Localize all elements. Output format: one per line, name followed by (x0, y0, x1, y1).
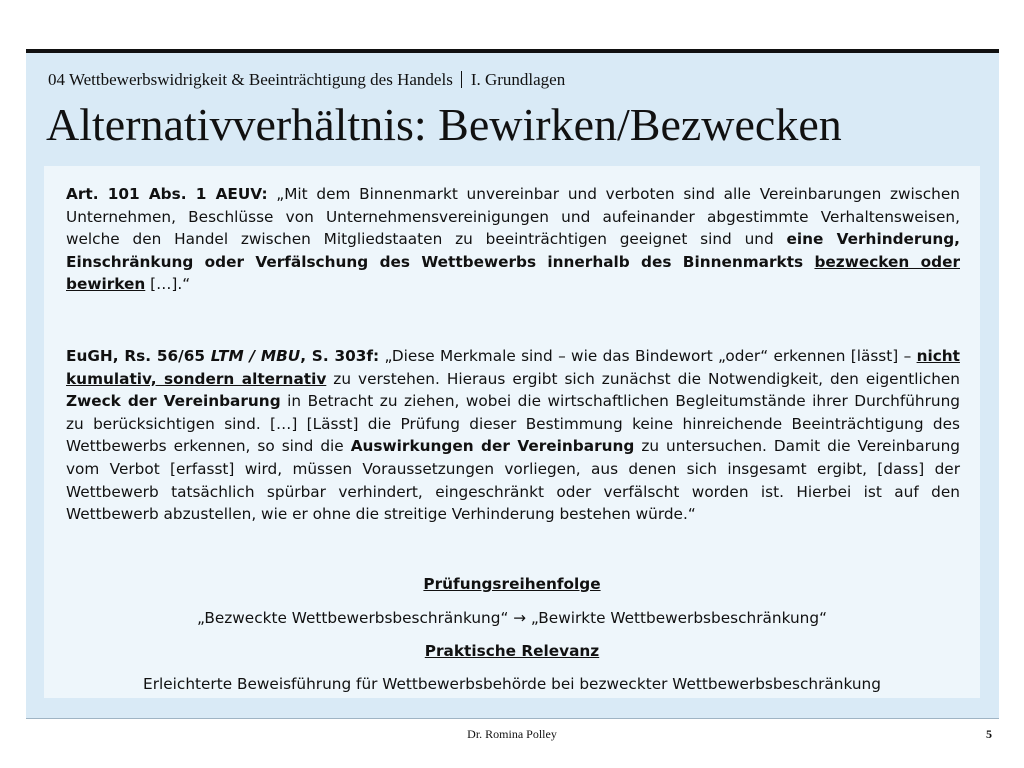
heading-praktische-relevanz-text: Praktische Relevanz (424, 642, 600, 660)
heading-praktische-relevanz (44, 642, 980, 660)
heading-pruefungsreihenfolge-text: Prüfungsreihenfolge (423, 575, 601, 593)
heading-pruefungsreihenfolge (44, 575, 980, 593)
quote-eugh-case-name: LTM / MBU (210, 347, 301, 365)
section-breadcrumb (48, 70, 565, 90)
quote-eugh-text-1: „Diese Merkmale sind – wie das Bindewort „oder“ erkennen [lässt] – (379, 347, 917, 365)
bottom-rule (26, 718, 999, 719)
footer-author: Dr. Romina Polley (467, 727, 557, 741)
quote-eugh-bold-2: Auswirkungen der Vereinbarung (350, 437, 635, 456)
quote-aeuv-ref: Art. 101 Abs. 1 AEUV: (66, 185, 268, 203)
subsection-label: I. Grundlagen (470, 70, 566, 89)
quote-aeuv-text-1: „Mit dem Binnenmarkt unvereinbar und verboten sind alle Vereinbarungen zwischen Unternehmen, Beschlüsse von Unternehmensvereinigungen und aufeinander abgestimmte Verhaltensweisen, welche den Handel zwischen Mitgliedstaaten zu beeinträchtigen geeignet sind und (66, 185, 960, 249)
quote-aeuv-text-2: […].“ (145, 275, 191, 294)
quote-eugh-ref-1: EuGH, Rs. 56/65 (66, 347, 211, 365)
order-line: „Bezweckte Wettbewerbsbeschränkung“ → „Bewirkte Wettbewerbsbeschränkung“ (196, 609, 827, 627)
quote-eugh (66, 345, 960, 526)
quote-eugh-bold-1: Zweck der Vereinbarung (66, 392, 281, 411)
quote-eugh-underlined: nicht kumulativ, sondern alternativ (66, 347, 960, 388)
quote-eugh-ref-2: , S. 303f: (300, 347, 380, 365)
relevance-line: Erleichterte Beweisführung für Wettbewerbsbehörde bei bezweckter Wettbewerbsbeschränkung (143, 675, 881, 693)
quote-aeuv-underlined: bezwecken oder bewirken (66, 252, 960, 294)
breadcrumb-separator (461, 71, 462, 88)
quote-eugh-text-3: in Betracht zu ziehen, wobei die wirtschaftlichen Begleitumstände ihrer Durchführung zu berücksichtigen sind. […] [Lässt] die Prüfung dieser Bestimmung keine hinreichende Beeinträchtigung des Wettbewerbs erkennen, so sind die (66, 392, 960, 456)
slide-title: Alternativverhältnis: Bewirken/Bezwecken (46, 99, 842, 150)
quote-eugh-text-2: zu verstehen. Hieraus ergibt sich zunächst die Notwendigkeit, den eigentlichen (326, 369, 960, 388)
quote-eugh-text-4: zu untersuchen. Damit die Vereinbarung vom Verbot [erfasst] wird, müssen Voraussetzungen vorliegen, aus denen sich insgesamt ergibt, [dass] der Wettbewerb tatsächlich spürbar verhindert, eingeschränkt oder verfälscht worden ist. Hierbei ist auf den Wettbewerb abzustellen, wie er ohne die streitige Verhinderung bestehen würde.“ (66, 437, 960, 524)
quote-aeuv-bold: eine Verhinderung, Einschränkung oder Verfälschung des Wettbewerbs innerhalb des Binnenmarkts (66, 230, 960, 271)
page-number: 5 (986, 727, 992, 741)
section-label: 04 Wettbewerbswidrigkeit & Beeinträchtigung des Handels (48, 70, 453, 89)
quote-aeuv (66, 183, 960, 296)
